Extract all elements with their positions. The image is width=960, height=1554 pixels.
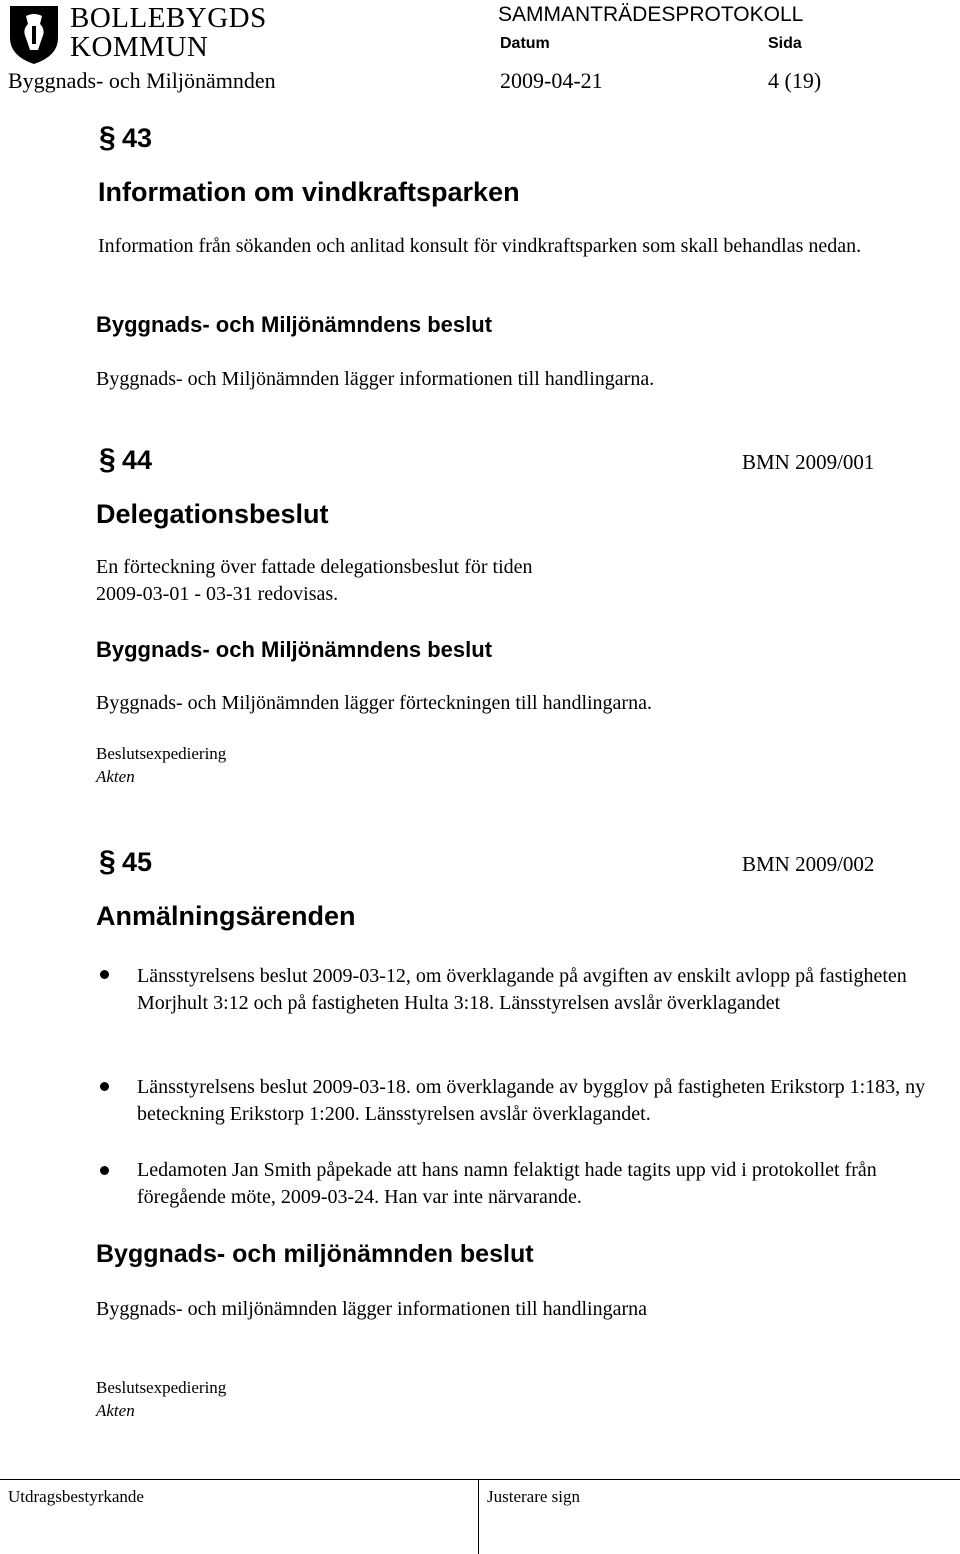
section-intro: Information från sökanden och anlitad konsult för vindkraftsparken som skall behandlas nedan. <box>98 235 862 257</box>
section-intro-line1: En förteckning över fattade delegationsbeslut för tiden <box>96 556 533 578</box>
section-title: Delegationsbeslut <box>96 499 329 529</box>
section-number: 43 <box>122 123 153 153</box>
list-item: Ledamoten Jan Smith påpekade att hans namn felaktigt hade tagits upp vid i protokollet från föregående möte, 2009-03-24. Han var inte närvarande. <box>137 1159 877 1208</box>
document-type: SAMMANTRÄDESPROTOKOLL <box>498 3 804 26</box>
org-name-line1: BOLLEBYGDS <box>70 2 267 34</box>
committee-name: Byggnads- och Miljönämnden <box>8 68 276 93</box>
footer-column-divider <box>478 1479 479 1554</box>
section-number: 44 <box>122 445 153 475</box>
decision-heading: Byggnads- och Miljönämndens beslut <box>96 312 493 337</box>
page-label: Sida <box>768 35 802 52</box>
list-item: Länsstyrelsens beslut 2009-03-18. om överklagande av bygglov på fastigheten Erikstorp 1:183, ny beteckning Erikstorp 1:200. Länsstyrelsen avslår överklagandet. <box>137 1076 926 1125</box>
case-reference: BMN 2009/001 <box>742 450 875 474</box>
dispatch-recipient: Akten <box>96 1401 135 1420</box>
section-title: Anmälningsärenden <box>96 901 356 931</box>
case-reference: BMN 2009/002 <box>742 852 875 876</box>
date-label: Datum <box>500 35 550 52</box>
footer-divider <box>0 1479 960 1480</box>
org-name-line2: KOMMUN <box>70 31 209 63</box>
bullet-icon <box>100 1166 109 1175</box>
decision-text: Byggnads- och Miljönämnden lägger förteckningen till handlingarna. <box>96 692 652 714</box>
certification-label: Utdragsbestyrkande <box>8 1487 144 1506</box>
municipal-crest-icon <box>8 4 60 66</box>
dispatch-recipient: Akten <box>96 767 135 786</box>
bullet-icon <box>100 1082 109 1091</box>
adjuster-signature-label: Justerare sign <box>487 1487 581 1506</box>
section-symbol: § <box>99 845 116 878</box>
dispatch-label: Beslutsexpediering <box>96 1378 227 1397</box>
decision-heading: Byggnads- och miljönämnden beslut <box>96 1240 534 1268</box>
decision-text: Byggnads- och Miljönämnden lägger informationen till handlingarna. <box>96 368 655 390</box>
section-intro-line2: 2009-03-01 - 03-31 redovisas. <box>96 583 339 605</box>
section-symbol: § <box>99 121 116 154</box>
bullet-icon <box>100 970 109 979</box>
section-number: 45 <box>122 847 153 877</box>
list-item: Länsstyrelsens beslut 2009-03-12, om överklagande på avgiften av enskilt avlopp på fastigheten Morjhult 3:12 och på fastigheten Hulta 3:18. Länsstyrelsen avslår överklagandet <box>137 965 907 1014</box>
decision-text: Byggnads- och miljönämnden lägger informationen till handlingarna <box>96 1298 647 1320</box>
decision-heading: Byggnads- och Miljönämndens beslut <box>96 637 493 662</box>
page-number: 4 (19) <box>768 68 822 93</box>
section-title: Information om vindkraftsparken <box>98 177 520 207</box>
section-symbol: § <box>99 443 116 476</box>
meeting-date: 2009-04-21 <box>500 68 603 93</box>
dispatch-label: Beslutsexpediering <box>96 744 227 763</box>
